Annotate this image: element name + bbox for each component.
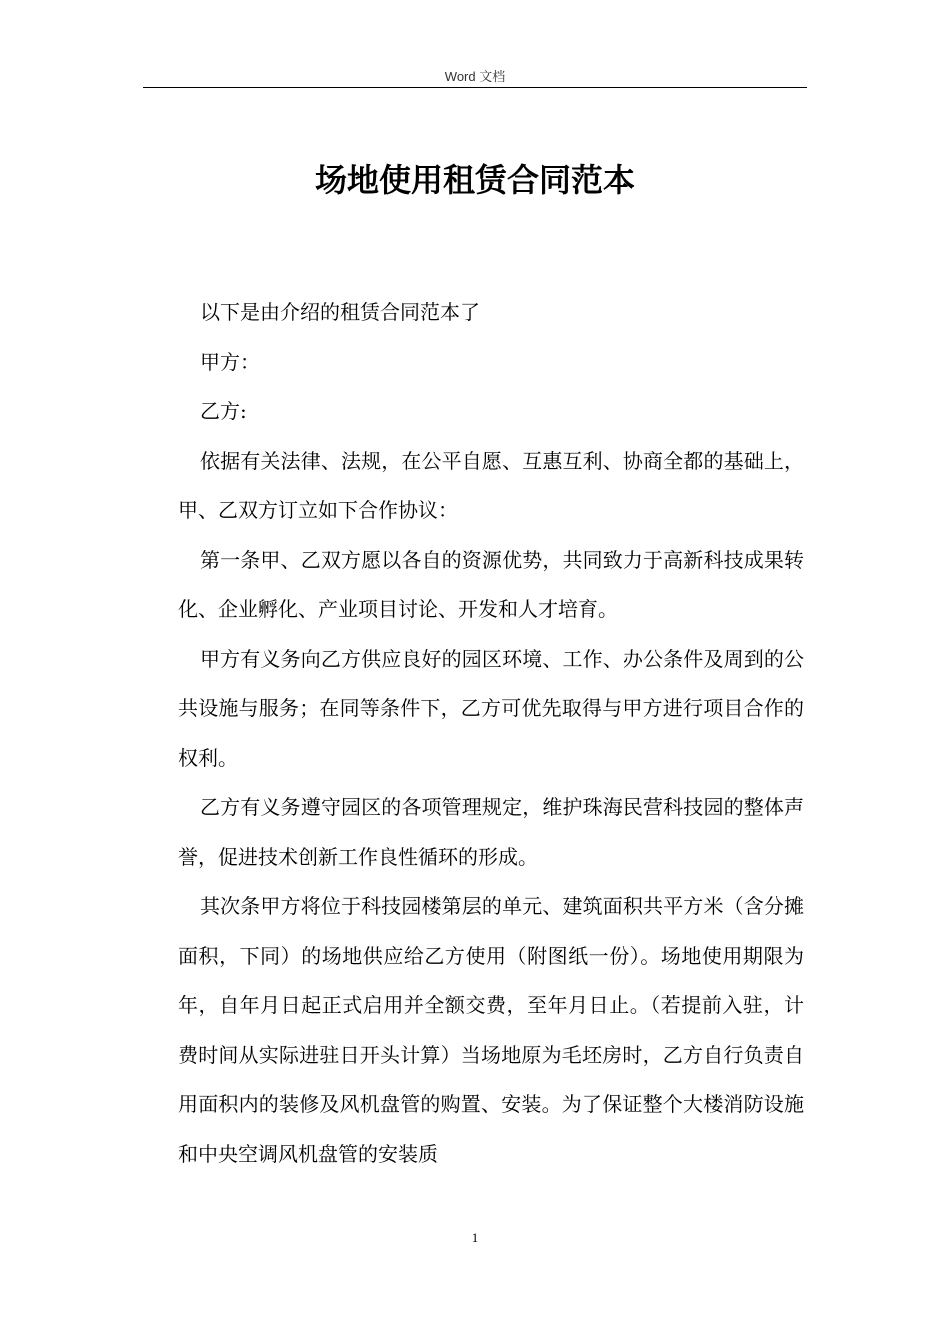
document-title: 场地使用租赁合同范本: [314, 161, 635, 199]
paragraph-party-a-duty: 甲方有义务向乙方供应良好的园区环境、工作、办公条件及周到的公共设施与服务；在同等条件下，乙方可优先取得与甲方进行项目合作的权利。: [178, 646, 804, 770]
document-body: [178, 288, 804, 1179]
header-divider: [143, 87, 807, 88]
paragraph-party-a: 甲方：: [200, 349, 260, 374]
paragraph-intro: 以下是由介绍的租赁合同范本了: [200, 300, 480, 324]
paragraph-article-2: 其次条甲方将位于科技园楼第层的单元、建筑面积共平方米（含分摊面积，下同）的场地供应给乙方使用（附图纸一份）。场地使用期限为年，自年月日起正式启用并全额交费，至年月日止。（若提前入驻，计费时间从实际进驻日开头计算）当场地原为毛坯房时，乙方自行负责自用面积内的装修及风机盘管的购置、安装。为了保证整个大楼消防设施和中央空调风机盘管的安装质: [178, 894, 804, 1166]
paragraph-article-1: 第一条甲、乙双方愿以各自的资源优势，共同致力于高新科技成果转化、企业孵化、产业项目讨论、开发和人才培育。: [178, 547, 804, 621]
paragraph-party-b: 乙方:: [200, 399, 247, 423]
page-number: 1: [471, 1230, 479, 1245]
page-header-label: Word 文档: [444, 69, 506, 84]
paragraph-basis: 依据有关法律、法规，在公平自愿、互惠互利、协商全都的基础上，甲、乙双方订立如下合作协议：: [178, 448, 804, 522]
paragraph-party-b-duty: 乙方有义务遵守园区的各项管理规定，维护珠海民营科技园的整体声誉，促进技术创新工作良性循环的形成。: [178, 795, 804, 869]
